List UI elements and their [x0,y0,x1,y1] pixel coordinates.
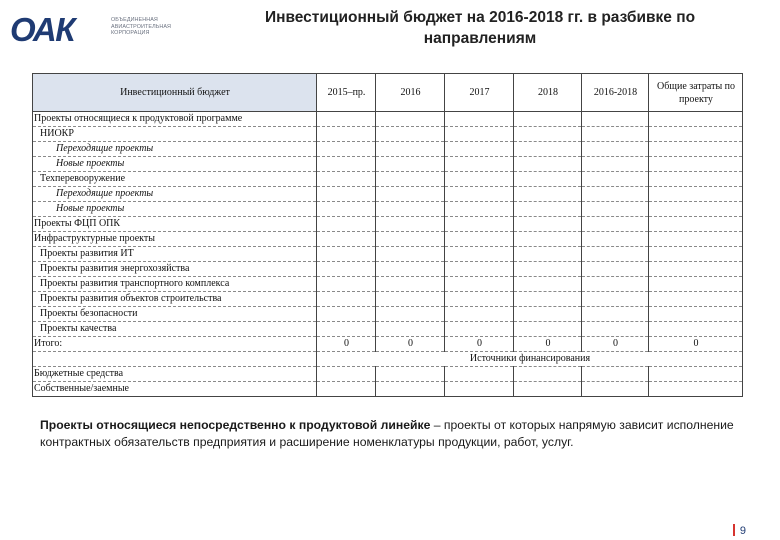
table-row [33,262,743,277]
value-cell [582,172,649,187]
value-cell [582,322,649,337]
row-label: Проекты развития ИТ [33,247,317,262]
value-cell [376,277,445,292]
source-value-cell [376,367,445,382]
row-label: Инфраструктурные проекты [33,232,317,247]
tagline-line: КОРПОРАЦИЯ [111,30,150,37]
definition-note [40,417,740,451]
value-cell [514,307,582,322]
table-row [33,277,743,292]
value-cell [445,172,514,187]
table-row [33,157,743,172]
value-cell [649,307,743,322]
value-cell [376,232,445,247]
investment-budget-table [32,73,743,397]
value-cell [582,157,649,172]
value-cell [376,247,445,262]
tagline-line: АВИАСТРОИТЕЛЬНАЯ [111,23,172,30]
value-cell [649,112,743,127]
value-cell [376,322,445,337]
value-cell [445,292,514,307]
value-cell [376,157,445,172]
value-cell [376,202,445,217]
value-cell [514,157,582,172]
row-label: Проекты развития объектов строительства [33,292,317,307]
column-header-2018: 2018 [514,74,582,112]
value-cell [649,247,743,262]
row-label: Проекты качества [33,322,317,337]
source-value-cell [649,382,743,397]
table-row [33,187,743,202]
value-cell: 0 [582,337,649,352]
value-cell [649,187,743,202]
value-cell [582,307,649,322]
value-cell [317,292,376,307]
value-cell [445,262,514,277]
source-value-cell [445,367,514,382]
oak-logo-tagline [111,17,187,37]
table-row [33,292,743,307]
source-value-cell [514,367,582,382]
table-row [33,217,743,232]
table-row [33,142,743,157]
table-row [33,232,743,247]
value-cell [445,202,514,217]
row-label: Новые проекты [33,157,317,172]
value-cell [514,217,582,232]
source-value-cell [582,367,649,382]
page-number-value: 9 [739,525,746,537]
value-cell [582,112,649,127]
page-number [733,524,746,537]
source-value-cell [649,367,743,382]
source-value-cell [376,382,445,397]
value-cell [445,217,514,232]
row-label: Проекты ФЦП ОПК [33,217,317,232]
source-value-cell [582,382,649,397]
value-cell [514,247,582,262]
row-label: НИОКР [33,127,317,142]
value-cell [514,322,582,337]
table-row [33,112,743,127]
value-cell [376,292,445,307]
page-number-accent [733,524,735,536]
source-row [33,367,743,382]
value-cell [376,262,445,277]
value-cell [514,292,582,307]
column-header-2015: 2015–пр. [317,74,376,112]
value-cell [514,187,582,202]
row-label: Техперевооружение [33,172,317,187]
value-cell [445,127,514,142]
table-row [33,307,743,322]
row-label: Новые проекты [33,202,317,217]
value-cell [582,217,649,232]
source-value-cell [514,382,582,397]
table-row [33,172,743,187]
source-row [33,382,743,397]
sources-header-spacer [33,352,317,367]
row-label: Итого: [33,337,317,352]
row-label: Проекты безопасности [33,307,317,322]
value-cell [317,262,376,277]
value-cell [317,232,376,247]
value-cell [649,217,743,232]
value-cell [649,157,743,172]
value-cell [582,277,649,292]
value-cell [582,262,649,277]
source-value-cell [445,382,514,397]
value-cell [317,307,376,322]
row-label: Проекты развития транспортного комплекса [33,277,317,292]
value-cell [317,202,376,217]
value-cell [514,262,582,277]
value-cell [445,232,514,247]
value-cell [445,142,514,157]
value-cell [317,142,376,157]
column-header-2017: 2017 [445,74,514,112]
value-cell [317,157,376,172]
value-cell [514,172,582,187]
value-cell [445,322,514,337]
value-cell [582,232,649,247]
value-cell [582,247,649,262]
value-cell [445,307,514,322]
value-cell [582,292,649,307]
value-cell: 0 [649,337,743,352]
value-cell [582,202,649,217]
row-label: Проекты относящиеся к продуктовой программе [33,112,317,127]
sources-header: Источники финансирования [317,352,743,367]
value-cell [582,187,649,202]
table-header-row [33,74,743,112]
source-value-cell [317,382,376,397]
value-cell [376,187,445,202]
note-bold-term: Проекты относящиеся непосредственно к продуктовой линейке [40,418,431,432]
value-cell [514,112,582,127]
note-text: – проекты от которых напрямую зависит исполнение контрактных обязательств предприятия и расширение номенклатуры продукции, работ, услуг. [40,418,734,449]
value-cell [649,142,743,157]
page-title: Инвестиционный бюджет на 2016-2018 гг. в разбивке по направлениям [264,9,696,47]
source-label: Собственные/заемные [33,382,317,397]
sources-header-row [33,352,743,367]
value-cell [317,277,376,292]
column-header-2016-2018: 2016-2018 [582,74,649,112]
value-cell [582,127,649,142]
value-cell [514,142,582,157]
column-header-budget: Инвестиционный бюджет [33,74,317,112]
value-cell [649,232,743,247]
table-row [33,322,743,337]
value-cell [445,247,514,262]
value-cell [317,127,376,142]
value-cell [649,202,743,217]
column-header-2016: 2016 [376,74,445,112]
value-cell [514,232,582,247]
value-cell [445,112,514,127]
oak-logo [10,12,185,46]
value-cell: 0 [514,337,582,352]
value-cell [649,292,743,307]
value-cell [376,112,445,127]
value-cell [317,172,376,187]
table-row [33,337,743,352]
value-cell [649,262,743,277]
value-cell [317,112,376,127]
value-cell: 0 [376,337,445,352]
value-cell [376,142,445,157]
value-cell [445,187,514,202]
table-row [33,202,743,217]
row-label: Проекты развития энергохозяйства [33,262,317,277]
value-cell [317,322,376,337]
value-cell [649,322,743,337]
value-cell [514,277,582,292]
source-value-cell [317,367,376,382]
value-cell [445,157,514,172]
oak-logo-mark [10,12,110,46]
value-cell [582,142,649,157]
table-row [33,247,743,262]
value-cell [649,127,743,142]
row-label: Переходящие проекты [33,142,317,157]
value-cell [376,127,445,142]
value-cell: 0 [445,337,514,352]
value-cell [376,217,445,232]
oak-logo-wordmark: ОАК [10,12,75,46]
value-cell [514,127,582,142]
value-cell [317,247,376,262]
value-cell [317,217,376,232]
value-cell [514,202,582,217]
tagline-line: ОБЪЕДИНЕННАЯ [111,17,158,23]
row-label: Переходящие проекты [33,187,317,202]
value-cell [317,187,376,202]
value-cell [649,277,743,292]
table-row [33,127,743,142]
value-cell [376,307,445,322]
column-header-total-cost: Общие затраты по проекту [649,74,743,112]
value-cell [649,172,743,187]
source-label: Бюджетные средства [33,367,317,382]
value-cell [376,172,445,187]
value-cell [445,277,514,292]
value-cell: 0 [317,337,376,352]
